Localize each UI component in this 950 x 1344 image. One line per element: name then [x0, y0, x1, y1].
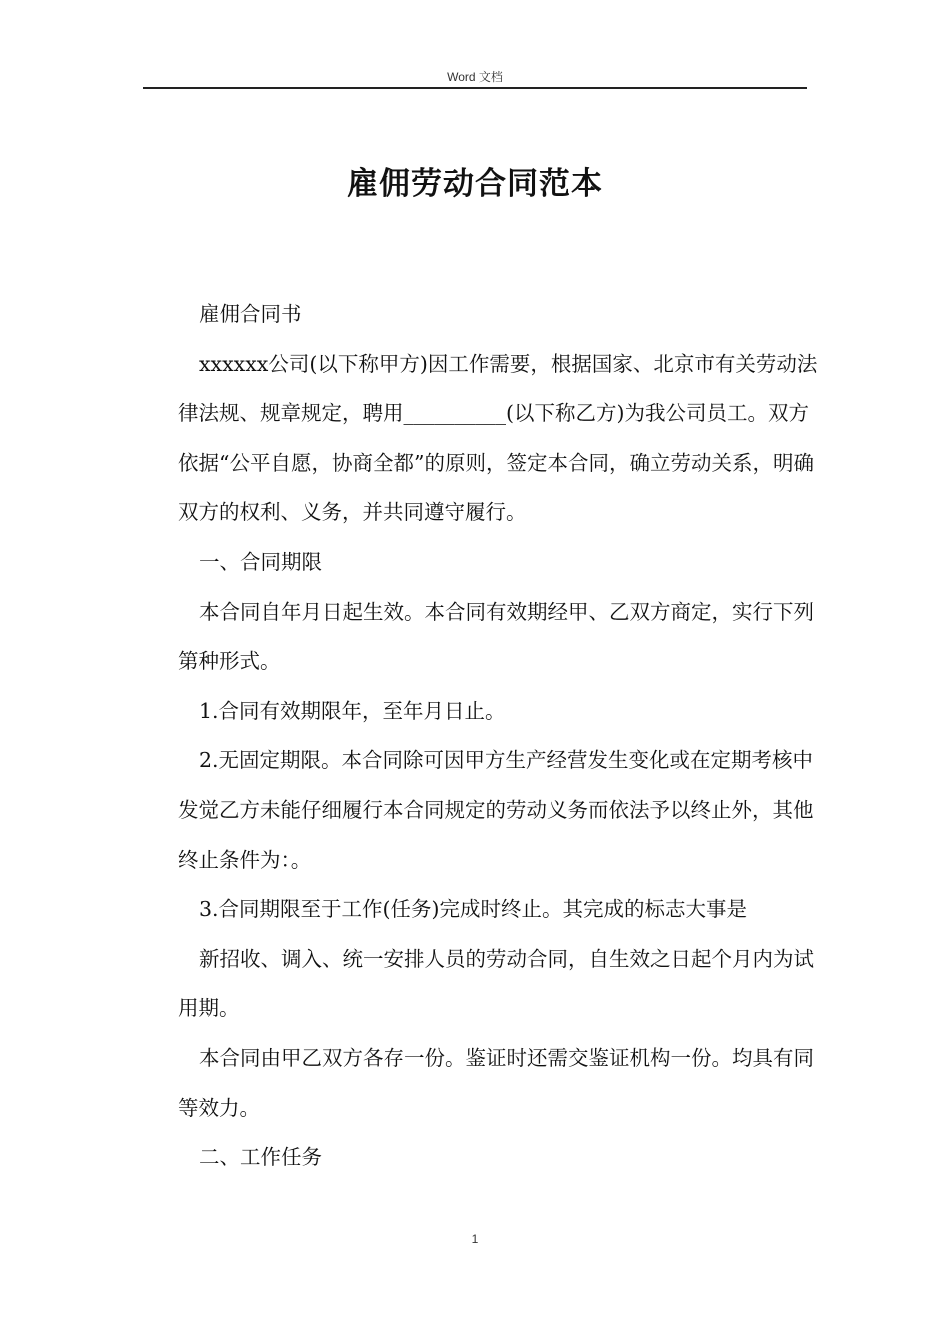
paragraph-term-effective: 本合同自年月日起生效。本合同有效期经甲、乙双方商定，实行下列第种形式。 — [178, 599, 814, 674]
list-item-term-2: 2.无固定期限。本合同除可因甲方生产经营发生变化或在定期考核中发觉乙方未能仔细履行本合同规定的劳动义务而依法予以终止外，其他终止条件为：。 — [178, 748, 814, 872]
paragraph-copies: 本合同由甲乙双方各存一份。鉴证时还需交鉴证机构一份。均具有同等效力。 — [178, 1045, 814, 1120]
section-heading-term: 一、合同期限 — [199, 549, 322, 574]
list-item-term-1: 1.合同有效期限年，至年月日止。 — [199, 698, 506, 723]
document-body — [178, 290, 818, 1183]
paragraph-contract-heading: 雇佣合同书 — [199, 302, 302, 326]
page-number: 1 — [471, 1232, 479, 1246]
list-item-term-3: 3.合同期限至于工作(任务)完成时终止。其完成的标志大事是 — [199, 897, 748, 922]
document-title: 雇佣劳动合同范本 — [347, 166, 603, 202]
page-header-label: Word 文档 — [447, 70, 503, 84]
paragraph-intro: xxxxxx公司(以下称甲方)因工作需要，根据国家、北京市有关劳动法律法规、规章规定，聘用__________(以下称乙方)为我公司员工。双方依据“公平自愿，协商全都”的原则，签定本合同，确立劳动关系，明确双方的权利、义务，并共同遵守履行。 — [178, 351, 818, 525]
paragraph-probation: 新招收、调入、统一安排人员的劳动合同，自生效之日起个月内为试用期。 — [178, 946, 814, 1021]
section-heading-tasks: 二、工作任务 — [199, 1145, 322, 1170]
header-divider — [143, 87, 807, 89]
